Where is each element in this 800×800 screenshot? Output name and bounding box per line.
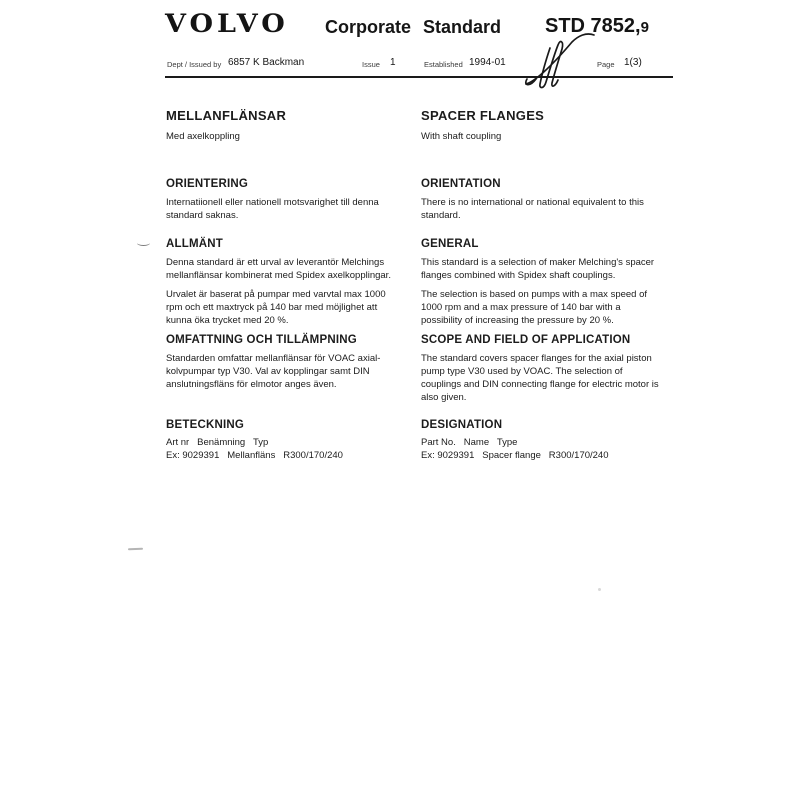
section-heading: GENERAL xyxy=(421,238,479,250)
section-beteckning xyxy=(166,419,394,462)
standard-number-main: STD 7852, xyxy=(545,15,641,37)
pencil-tick-artifact xyxy=(137,240,150,246)
section-orientering xyxy=(166,178,394,222)
designation-header-line: Part No. Name Type xyxy=(421,437,518,448)
designation-example-line: Ex: 9029391 Spacer flange R300/170/240 xyxy=(421,449,609,461)
section-heading: OMFATTNING OCH TILLÄMPNING xyxy=(166,334,357,346)
dept-issued-by-value: 6857 K Backman xyxy=(228,57,305,68)
section-heading: ORIENTATION xyxy=(421,178,501,190)
document-type-title: Corporate Standard xyxy=(325,17,502,37)
doc-title-english: SPACER FLANGES xyxy=(421,108,545,123)
section-allmant xyxy=(166,238,394,327)
section-scope xyxy=(421,334,661,404)
section-heading: ALLMÄNT xyxy=(166,238,223,250)
designation-header-line: Art nr Benämning Typ xyxy=(166,437,269,448)
section-paragraph: There is no international or national equivalent to this standard. xyxy=(421,197,644,221)
dept-issued-by-label: Dept / Issued by xyxy=(167,60,222,69)
doc-subtitle-english: With shaft coupling xyxy=(421,131,502,142)
section-general xyxy=(421,238,661,327)
section-paragraph: Denna standard är ett urval av leverantör Melchings mellanflänsar kombinerat med Spidex axelkopplingar. xyxy=(166,257,391,281)
section-paragraph: Urvalet är baserat på pumpar med varvtal max 1000 rpm och ett maxtryck på 140 bar med möjlighet att kunna öka trycket med 20 %. xyxy=(166,289,386,326)
section-paragraph: This standard is a selection of maker Melching's spacer flanges combined with Spidex shaft couplings. xyxy=(421,257,655,281)
page-label: Page xyxy=(597,60,615,69)
issue-value: 1 xyxy=(390,57,396,68)
section-designation xyxy=(421,419,661,462)
section-heading: DESIGNATION xyxy=(421,419,503,431)
established-value: 1994-01 xyxy=(469,57,506,68)
section-heading: ORIENTERING xyxy=(166,178,249,190)
section-paragraph: Internatiionell eller nationell motsvarighet till denna standard saknas. xyxy=(166,197,379,221)
volvo-logo: VOLVO xyxy=(165,10,289,39)
doc-title-swedish: MELLANFLÄNSAR xyxy=(166,108,287,123)
section-orientation xyxy=(421,178,661,222)
handwritten-signature xyxy=(520,32,605,90)
pencil-dash-artifact xyxy=(128,548,143,551)
designation-example-line: Ex: 9029391 Mellanfläns R300/170/240 xyxy=(166,449,343,461)
page-value: 1(3) xyxy=(624,57,642,68)
section-heading: SCOPE AND FIELD OF APPLICATION xyxy=(421,334,631,346)
section-heading: BETECKNING xyxy=(166,419,245,431)
section-omfattning xyxy=(166,334,394,391)
doc-subtitle-swedish: Med axelkoppling xyxy=(166,131,240,142)
section-paragraph: The standard covers spacer flanges for the axial piston pump type V30 used by VOAC. The selection of couplings and DIN connecting flange for electric motor is also given. xyxy=(421,353,659,403)
established-label: Established xyxy=(424,60,463,69)
section-paragraph: Standarden omfattar mellanflänsar för VOAC axial- kolvpumpar typ V30. Val av kopplingar samt DIN anslutningsfläns för elmotor anges även. xyxy=(166,353,381,390)
section-paragraph: The selection is based on pumps with a max speed of 1000 rpm and a max pressure of 140 bar with a possibility of increasing the pressure by 20 %. xyxy=(421,289,648,326)
scan-speck-artifact xyxy=(598,588,601,591)
standard-number-suffix: 9 xyxy=(640,19,649,36)
issue-label: Issue xyxy=(362,60,380,69)
